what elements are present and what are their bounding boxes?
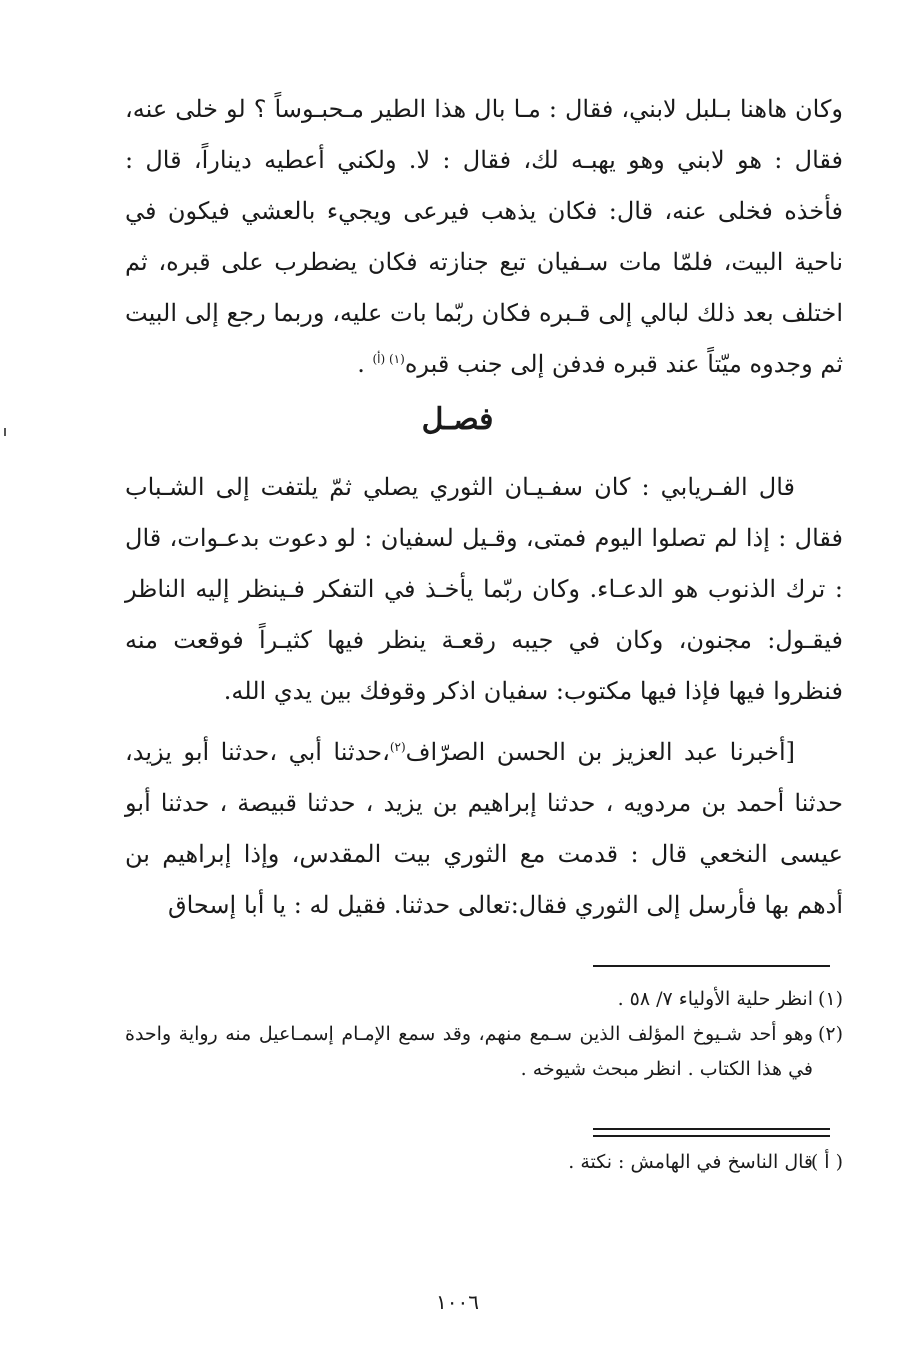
page-number: ١٠٠٦ xyxy=(436,1290,479,1314)
footnote-number: (٢) xyxy=(817,1023,843,1045)
margin-note xyxy=(125,1145,843,1180)
margin-note-marker: ( أ ) xyxy=(810,1151,843,1173)
footnote xyxy=(125,1017,843,1087)
footnote-text: وهو أحد شـيوخ المؤلف الذين سـمع منهم، وقد سمع الإمـام إسمـاعيل منه رواية واحدة في هذا الكتاب . انظر مبحث شيوخه . xyxy=(125,1023,813,1080)
margin-note-divider-top xyxy=(593,1128,830,1130)
section-heading: فصـل xyxy=(421,402,494,437)
footnotes xyxy=(125,982,843,1087)
footnote-ref-2: (٢) xyxy=(389,740,406,754)
footnote xyxy=(125,982,843,1017)
paragraph3-start: [أخبرنا عبد العزيز بن الحسن الصرّاف xyxy=(405,738,795,766)
footnote-divider xyxy=(593,965,830,967)
paragraph-isnad xyxy=(125,727,843,931)
paragraph-continuation xyxy=(125,84,843,390)
margin-note-text: قال الناسخ في الهامش : نكتة . xyxy=(568,1151,813,1173)
footnote-number: (١) xyxy=(817,988,843,1010)
paragraph1-text: وكان هاهنا بـلبل لابني، فقال : مـا بال هذا الطير مـحبـوساً ؟ لو خلى عنه، فقال : هو لابني وهو يهبـه لك، فقال : لا. ولكني أعطيه ديناراً، قال : فأخذه فخلى عنه، قال: فكان يذهب فيرعى ويجيء بالعشي فيكون في ناحية البيت، فلمّا مات سـفيان تبع جنازته فكان يضطرب على قبره، ثم اختلف بعد ذلك لبالي إلى قـبره فكان ربّما بات عليه، وربما رجع إلى البيت ثم وجدوه ميّتاً عند قبره فدفن إلى جنب قبره xyxy=(125,95,844,378)
paragraph3-rest: ،حدثنا أبي ،حدثنا أبو يزيد، حدثنا أحمد بن مردويه ، حدثنا إبراهيم بن يزيد ، حدثنا قبيصة ، حدثنا أبو عيسى النخعي قال : قدمت مع الثوري بيت المقدس، وإذا إبراهيم بن أدهم بها فأرسل إلى الثوري فقال:تعالى حدثنا. فقيل له : يا أبا إسحاق xyxy=(125,738,843,919)
footnote-text: انظر حلية الأولياء ٧/ ٥٨ . xyxy=(617,988,813,1010)
margin-note-line xyxy=(125,1145,843,1180)
paragraph-faryabi xyxy=(125,462,843,717)
footnote-refs: (١) (أ) xyxy=(372,352,405,366)
paragraph1-end: . xyxy=(357,350,373,378)
margin-note-divider-bottom xyxy=(593,1135,830,1137)
paragraph2-text: قال الفـريابي : كان سفـيـان الثوري يصلي ثمّ يلتفت إلى الشـباب فقال : إذا لم تصلوا اليوم فمتى، وقـيل لسفيان : لو دعوت بدعـوات، قال : ترك الذنوب هو الدعـاء. وكان ربّما يأخـذ في التفكر فـينظر إليه الناظر فيقـول: مجنون، وكان في جيبه رقعـة ينظر فيها كثيـراً فوقعت منه فنظروا فيها فإذا فيها مكتوب: سفيان اذكر وقوفك بين يدي الله. xyxy=(125,473,844,705)
